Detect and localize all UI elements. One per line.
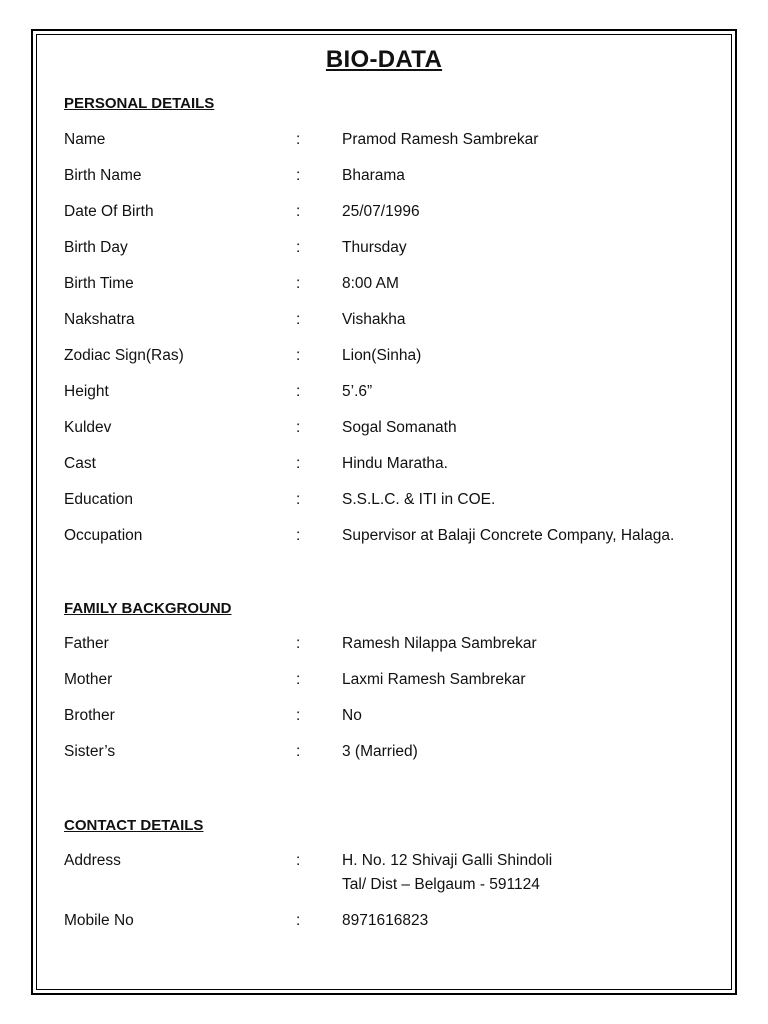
- row-colon: :: [296, 383, 301, 400]
- row-colon: :: [296, 707, 301, 724]
- row-birth-day: [64, 239, 714, 263]
- row-colon: :: [296, 131, 301, 148]
- document-title: BIO-DATA: [325, 46, 443, 73]
- row-sisters: [64, 743, 714, 767]
- row-value: Ramesh Nilappa Sambrekar: [342, 635, 537, 652]
- row-value: Vishakha: [342, 311, 406, 328]
- row-label: Height: [64, 383, 109, 400]
- row-colon: :: [296, 852, 301, 869]
- row-education: [64, 491, 714, 515]
- row-colon: :: [296, 347, 301, 364]
- row-value: Bharama: [342, 167, 405, 184]
- row-father: [64, 635, 714, 659]
- row-value: Supervisor at Balaji Concrete Company, Halaga.: [342, 527, 675, 544]
- row-mother: [64, 671, 714, 695]
- row-label: Education: [64, 491, 133, 508]
- row-value: S.S.L.C. & ITI in COE.: [342, 491, 496, 508]
- row-label: Sister’s: [64, 743, 116, 760]
- row-label: Mother: [64, 671, 113, 688]
- row-value: 5’.6”: [342, 383, 373, 400]
- row-value: Hindu Maratha.: [342, 455, 448, 472]
- row-mobile: [64, 912, 714, 936]
- row-label: Kuldev: [64, 419, 112, 436]
- row-address: [64, 852, 714, 900]
- row-colon: :: [296, 491, 301, 508]
- row-value: 25/07/1996: [342, 203, 420, 220]
- personal-details-heading: PERSONAL DETAILS: [64, 95, 215, 112]
- row-colon: :: [296, 671, 301, 688]
- row-zodiac-sign: [64, 347, 714, 371]
- row-colon: :: [296, 419, 301, 436]
- row-colon: :: [296, 455, 301, 472]
- row-colon: :: [296, 275, 301, 292]
- row-label: Birth Day: [64, 239, 128, 256]
- row-nakshatra: [64, 311, 714, 335]
- row-cast: [64, 455, 714, 479]
- row-value: Pramod Ramesh Sambrekar: [342, 131, 539, 148]
- row-colon: :: [296, 743, 301, 760]
- contact-details-heading: CONTACT DETAILS: [64, 817, 204, 834]
- row-value: Thursday: [342, 239, 407, 256]
- row-label: Father: [64, 635, 109, 652]
- row-height: [64, 383, 714, 407]
- row-colon: :: [296, 167, 301, 184]
- row-value: 3 (Married): [342, 743, 418, 760]
- row-colon: :: [296, 203, 301, 220]
- row-value: No: [342, 707, 362, 724]
- row-value: Sogal Somanath: [342, 419, 457, 436]
- row-colon: :: [296, 635, 301, 652]
- row-value: 8:00 AM: [342, 275, 399, 292]
- row-label: Birth Time: [64, 275, 134, 292]
- row-label: Occupation: [64, 527, 143, 544]
- row-birth-time: [64, 275, 714, 299]
- row-value: 8971616823: [342, 912, 429, 929]
- row-label: Name: [64, 131, 106, 148]
- row-label: Mobile No: [64, 912, 134, 929]
- family-background-heading: FAMILY BACKGROUND: [64, 600, 232, 617]
- row-colon: :: [296, 912, 301, 929]
- row-brother: [64, 707, 714, 731]
- row-label: Nakshatra: [64, 311, 135, 328]
- row-label: Cast: [64, 455, 96, 472]
- row-birth-name: [64, 167, 714, 191]
- row-date-of-birth: [64, 203, 714, 227]
- row-label: Birth Name: [64, 167, 142, 184]
- row-occupation: [64, 527, 714, 551]
- row-label: Address: [64, 852, 121, 869]
- row-kuldev: [64, 419, 714, 443]
- row-label: Zodiac Sign(Ras): [64, 347, 184, 364]
- address-line-2: Tal/ Dist – Belgaum - 591124: [342, 876, 540, 893]
- row-colon: :: [296, 239, 301, 256]
- row-label: Date Of Birth: [64, 203, 154, 220]
- row-label: Brother: [64, 707, 115, 724]
- row-value: Laxmi Ramesh Sambrekar: [342, 671, 526, 688]
- address-line-1: H. No. 12 Shivaji Galli Shindoli: [342, 852, 553, 869]
- row-colon: :: [296, 527, 301, 544]
- row-value: Lion(Sinha): [342, 347, 422, 364]
- row-colon: :: [296, 311, 301, 328]
- row-name: [64, 131, 714, 155]
